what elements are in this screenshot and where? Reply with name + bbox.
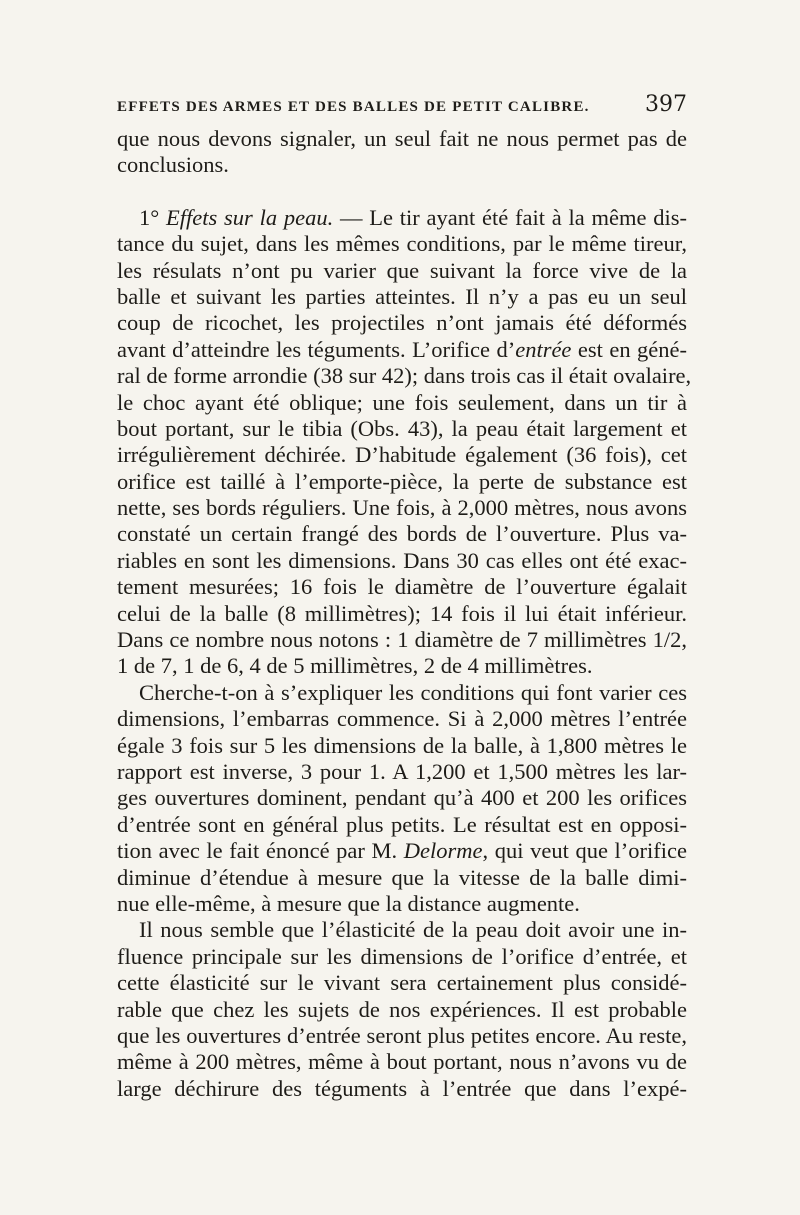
text-line: [117, 838, 687, 864]
text-run: est en géné-: [571, 336, 687, 362]
section-number: 1°: [139, 204, 160, 230]
text-line: tance du sujet, dans les mêmes conditions, par le même tireur,: [117, 231, 687, 257]
text-line: rapport est inverse, 3 pour 1. A 1,200 et 1,500 mètres les lar-: [117, 758, 687, 784]
text-line: que les ouvertures d’entrée seront plus petites encore. Au reste,: [117, 1022, 687, 1048]
text-line: irrégulièrement déchirée. D’habitude également (36 fois), cet: [117, 442, 687, 468]
text-line: nue elle-même, à mesure que la distance augmente.: [117, 890, 580, 916]
text-line: Dans ce nombre nous notons : 1 diamètre de 7 millimètres 1/2,: [117, 627, 687, 653]
emphasis-delorme: Delorme: [403, 838, 483, 864]
section-heading: Effets sur la peau.: [166, 204, 334, 230]
text-line: le choc ayant été oblique; une fois seulement, dans un tir à: [117, 389, 687, 415]
text-line: orifice est taillé à l’emporte-pièce, la perte de substance est: [117, 468, 687, 494]
paragraph-gap: [117, 179, 687, 205]
text-line: large déchirure des téguments à l’entrée que dans l’expé-: [117, 1075, 687, 1101]
text-line: diminue d’étendue à mesure que la vitesse de la balle dimi-: [117, 864, 687, 890]
text-line: cette élasticité sur le vivant sera certainement plus considé-: [117, 970, 687, 996]
page-header: [117, 92, 687, 117]
text-line: balle et suivant les parties atteintes. Il n’y a pas eu un seul: [117, 283, 687, 309]
text-line: ges ouvertures dominent, pendant qu’à 400 et 200 les orifices: [117, 785, 687, 811]
page-body: [117, 126, 692, 1102]
text-line: [117, 337, 687, 363]
text-line: rable que chez les sujets de nos expériences. Il est probable: [117, 996, 687, 1022]
text-line: d’entrée sont en général plus petits. Le résultat est en opposi-: [117, 811, 687, 837]
text-line: dimensions, l’embarras commence. Si à 2,000 mètres l’entrée: [117, 706, 687, 732]
section-lead-text: — Le tir ayant été fait à la même dis-: [333, 204, 688, 230]
running-head: EFFETS DES ARMES ET DES BALLES DE PETIT CALIBRE.: [117, 99, 590, 115]
section-heading-line: [117, 205, 687, 231]
text-line: ral de forme arrondie (38 sur 42); dans trois cas il était ovalaire,: [117, 363, 692, 389]
text-line: même à 200 mètres, même à bout portant, nous n’avons vu de: [117, 1049, 687, 1075]
text-line: que nous devons signaler, un seul fait ne nous permet pas de: [117, 126, 687, 151]
page-number: 397: [645, 92, 687, 117]
text-run: tion avec le fait énoncé par M.: [117, 838, 404, 864]
text-line: bout portant, sur le tibia (Obs. 43), la peau était largement et: [117, 415, 687, 441]
text-run: , qui veut que l’orifice: [482, 838, 687, 864]
emphasis-entree: entrée: [515, 336, 572, 362]
text-run: avant d’atteindre les téguments. L’orifice d’: [117, 336, 516, 362]
text-line: celui de la balle (8 millimètres); 14 fois il lui était inférieur.: [117, 600, 687, 626]
text-line: coup de ricochet, les projectiles n’ont jamais été déformés: [117, 310, 687, 336]
text-line: nette, ses bords réguliers. Une fois, à 2,000 mètres, nous avons: [117, 495, 687, 521]
text-line: 1 de 7, 1 de 6, 4 de 5 millimètres, 2 de 4 millimètres.: [117, 653, 593, 679]
text-line: constaté un certain frangé des bords de l’ouverture. Plus va-: [117, 521, 687, 547]
text-line: riables en sont les dimensions. Dans 30 cas elles ont été exac-: [117, 547, 687, 573]
text-line: les résulats n’ont pu varier que suivant la force vive de la: [117, 257, 687, 283]
text-line: tement mesurées; 16 fois le diamètre de l’ouverture égalait: [117, 574, 687, 600]
text-line: Il nous semble que l’élasticité de la peau doit avoir une in-: [139, 917, 687, 943]
text-line: fluence principale sur les dimensions de l’orifice d’entrée, et: [117, 943, 687, 969]
text-line: Cherche-t-on à s’expliquer les conditions qui font varier ces: [139, 679, 687, 705]
text-line: conclusions.: [117, 152, 229, 178]
text-line: égale 3 fois sur 5 les dimensions de la balle, à 1,800 mètres le: [117, 732, 687, 758]
